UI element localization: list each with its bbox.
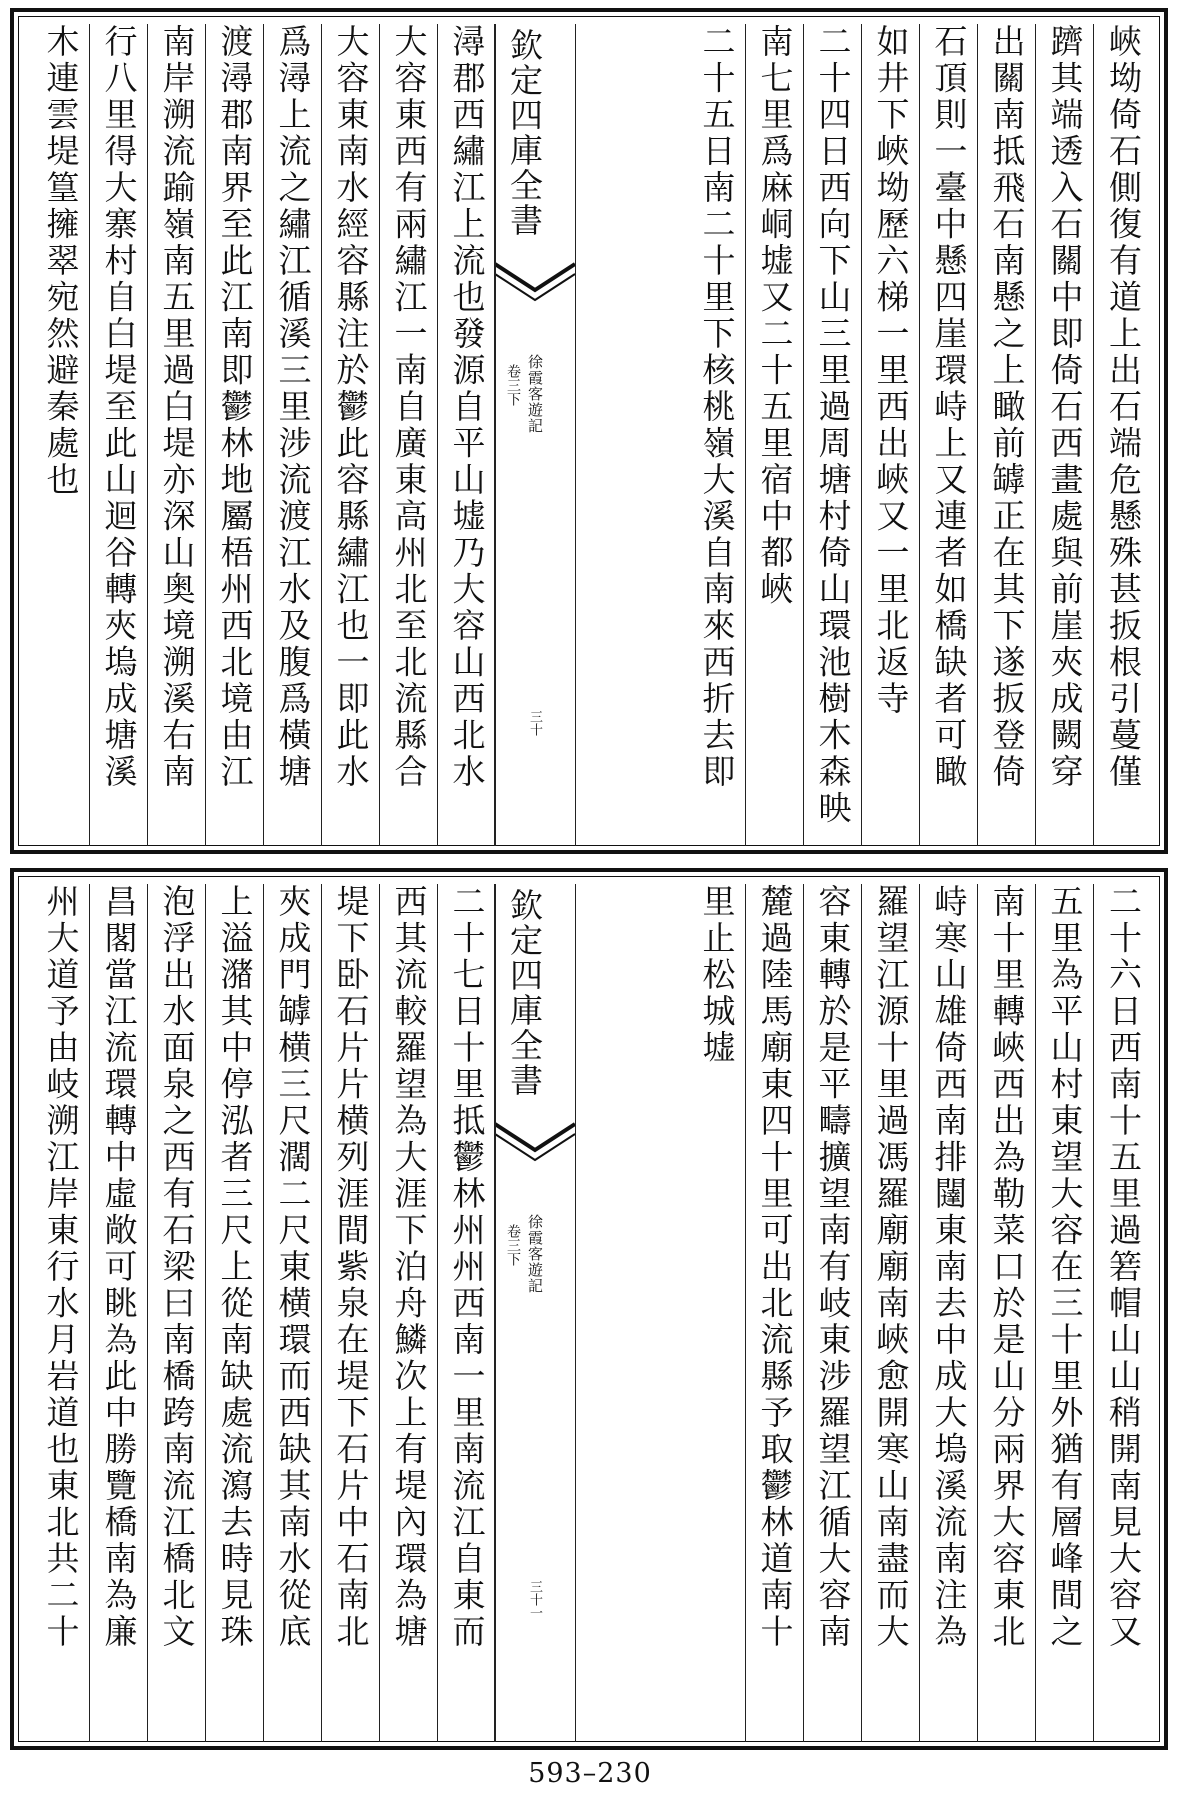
- column-text: 五里為平山村東望大容在三十里外猶有層峰間之: [1045, 884, 1085, 1651]
- top-page-frame: [10, 8, 1168, 854]
- text-column: [1036, 24, 1094, 846]
- text-column: [804, 24, 862, 846]
- column-text: 州大道予由岐溯江岸東行水月岩道也東北共二十: [41, 884, 81, 1651]
- text-column: [322, 24, 380, 846]
- column-text: 大容東南水經容縣注於鬱此容縣繡江也一即此水: [331, 24, 371, 791]
- gutter-book-title: 欽定四庫全書: [505, 28, 544, 238]
- column-text: 二十六日西南十五里過箬帽山山稍開南見大容又: [1104, 884, 1143, 1651]
- text-column: [746, 884, 804, 1742]
- column-text: 如井下峽坳歷六梯一里西出峽又一里北返寺: [871, 24, 911, 718]
- text-column: [688, 24, 746, 846]
- column-text: 容東轉於是平疇擴望南有岐東涉羅望江循大容南: [813, 884, 853, 1651]
- center-gutter: [494, 24, 576, 846]
- column-text: 二十七日十里抵鬱林州州西南一里南流江自東而: [447, 884, 487, 1651]
- column-text: 行八里得大寨村自白堤至此山迴谷轉夾塢成塘溪: [99, 24, 139, 791]
- column-text: 夾成門罅横三尺濶二尺東横環而西缺其南水從底: [273, 884, 313, 1651]
- column-text: 二十五日南二十里下核桃嶺大溪自南來西折去即: [697, 24, 737, 791]
- text-column: [206, 24, 264, 846]
- text-column: [978, 884, 1036, 1742]
- gutter-book-title: 欽定四庫全書: [505, 888, 544, 1098]
- text-column: [90, 24, 148, 846]
- page-number: 593–230: [528, 1758, 652, 1789]
- folio-number: 三十: [527, 710, 542, 736]
- column-text: 躋其端透入石關中即倚石西畫處與前崖夾成闕穿: [1045, 24, 1085, 791]
- text-column: [148, 24, 206, 846]
- column-text: 昌閣當江流環轉中虛敞可眺為此中勝覽橋南為廉: [99, 884, 139, 1651]
- column-text: 南十里轉峽西出為勒菜口於是山分兩界大容東北: [987, 884, 1027, 1651]
- text-column: [264, 24, 322, 846]
- text-column: [148, 884, 206, 1742]
- column-text: 泡浮出水面泉之西有石梁曰南橋跨南流江橋北文: [157, 884, 197, 1651]
- column-text: 石頂則一臺中懸四崖環峙上又連者如橋缺者可瞰: [929, 24, 969, 791]
- column-text: 里止松城墟: [697, 884, 737, 1067]
- text-column: [380, 24, 438, 846]
- gutter-volume: 卷三下: [505, 364, 521, 406]
- text-column: [32, 24, 90, 846]
- text-column: [920, 884, 978, 1742]
- fish-tail-mark-icon: [495, 1120, 575, 1166]
- text-column: [688, 884, 746, 1742]
- text-column: [380, 884, 438, 1742]
- column-text: 峙寒山雄倚西南排闥東南去中成大塢溪流南注為: [929, 884, 969, 1651]
- column-text: 渡潯郡南界至此江南即鬱林地屬梧州西北境由江: [215, 24, 255, 791]
- text-column: [90, 884, 148, 1742]
- text-column: [1094, 24, 1152, 846]
- column-text: 南七里爲麻峒墟又二十五里宿中都峽: [755, 24, 795, 608]
- column-text: 羅望江源十里過馮羅廟廟南峽愈開寒山南盡而大: [871, 884, 911, 1651]
- column-text: 出關南抵飛石南懸之上瞰前罅正在其下遂扳登倚: [987, 24, 1027, 791]
- text-column: [438, 884, 496, 1742]
- column-text: 二十四日西向下山三里過周塘村倚山環池樹木森映: [813, 24, 853, 827]
- column-text: 爲潯上流之繡江循溪三里涉流渡江水及腹爲橫塘: [273, 24, 313, 791]
- text-column: [804, 884, 862, 1742]
- gutter-work-title: 徐霞客遊記: [526, 1214, 544, 1294]
- text-column: [862, 24, 920, 846]
- text-column: [920, 24, 978, 846]
- column-text: 上溢潴其中停泓者三尺上從南缺處流瀉去時見珠: [215, 884, 255, 1651]
- text-column: [746, 24, 804, 846]
- text-column: [32, 884, 90, 1742]
- gutter-work-title: 徐霞客遊記: [526, 354, 544, 434]
- text-column: [206, 884, 264, 1742]
- column-text: 峽坳倚石側復有道上出石端危懸殊甚扳根引蔓僅: [1104, 24, 1143, 791]
- text-column: [438, 24, 496, 846]
- column-text: 麓過陸馬廟東四十里可出北流縣予取鬱林道南十: [755, 884, 795, 1651]
- bottom-page-frame: [10, 868, 1168, 1750]
- fish-tail-mark-icon: [495, 260, 575, 306]
- column-text: 潯郡西繡江上流也發源自平山墟乃大容山西北水: [447, 24, 487, 791]
- text-column: [1094, 884, 1152, 1742]
- text-column: [862, 884, 920, 1742]
- text-column: [1036, 884, 1094, 1742]
- gutter-volume: 卷三下: [505, 1224, 521, 1266]
- folio-number: 三十一: [527, 1580, 542, 1619]
- column-text: 木連雲堤篁擁翠宛然避秦處也: [41, 24, 81, 499]
- text-column: [264, 884, 322, 1742]
- text-column: [978, 24, 1036, 846]
- column-text: 堤下卧石片片横列涯間紫泉在堤下石片中石南北: [331, 884, 371, 1651]
- column-text: 南岸溯流踰嶺南五里過白堤亦深山奥境溯溪右南: [157, 24, 197, 791]
- center-gutter: [494, 884, 576, 1742]
- text-column: [322, 884, 380, 1742]
- column-text: 大容東西有兩繡江一南自廣東高州北至北流縣合: [389, 24, 429, 791]
- column-text: 西其流較羅望為大涯下泊舟鱗次上有堤內環為塘: [389, 884, 429, 1651]
